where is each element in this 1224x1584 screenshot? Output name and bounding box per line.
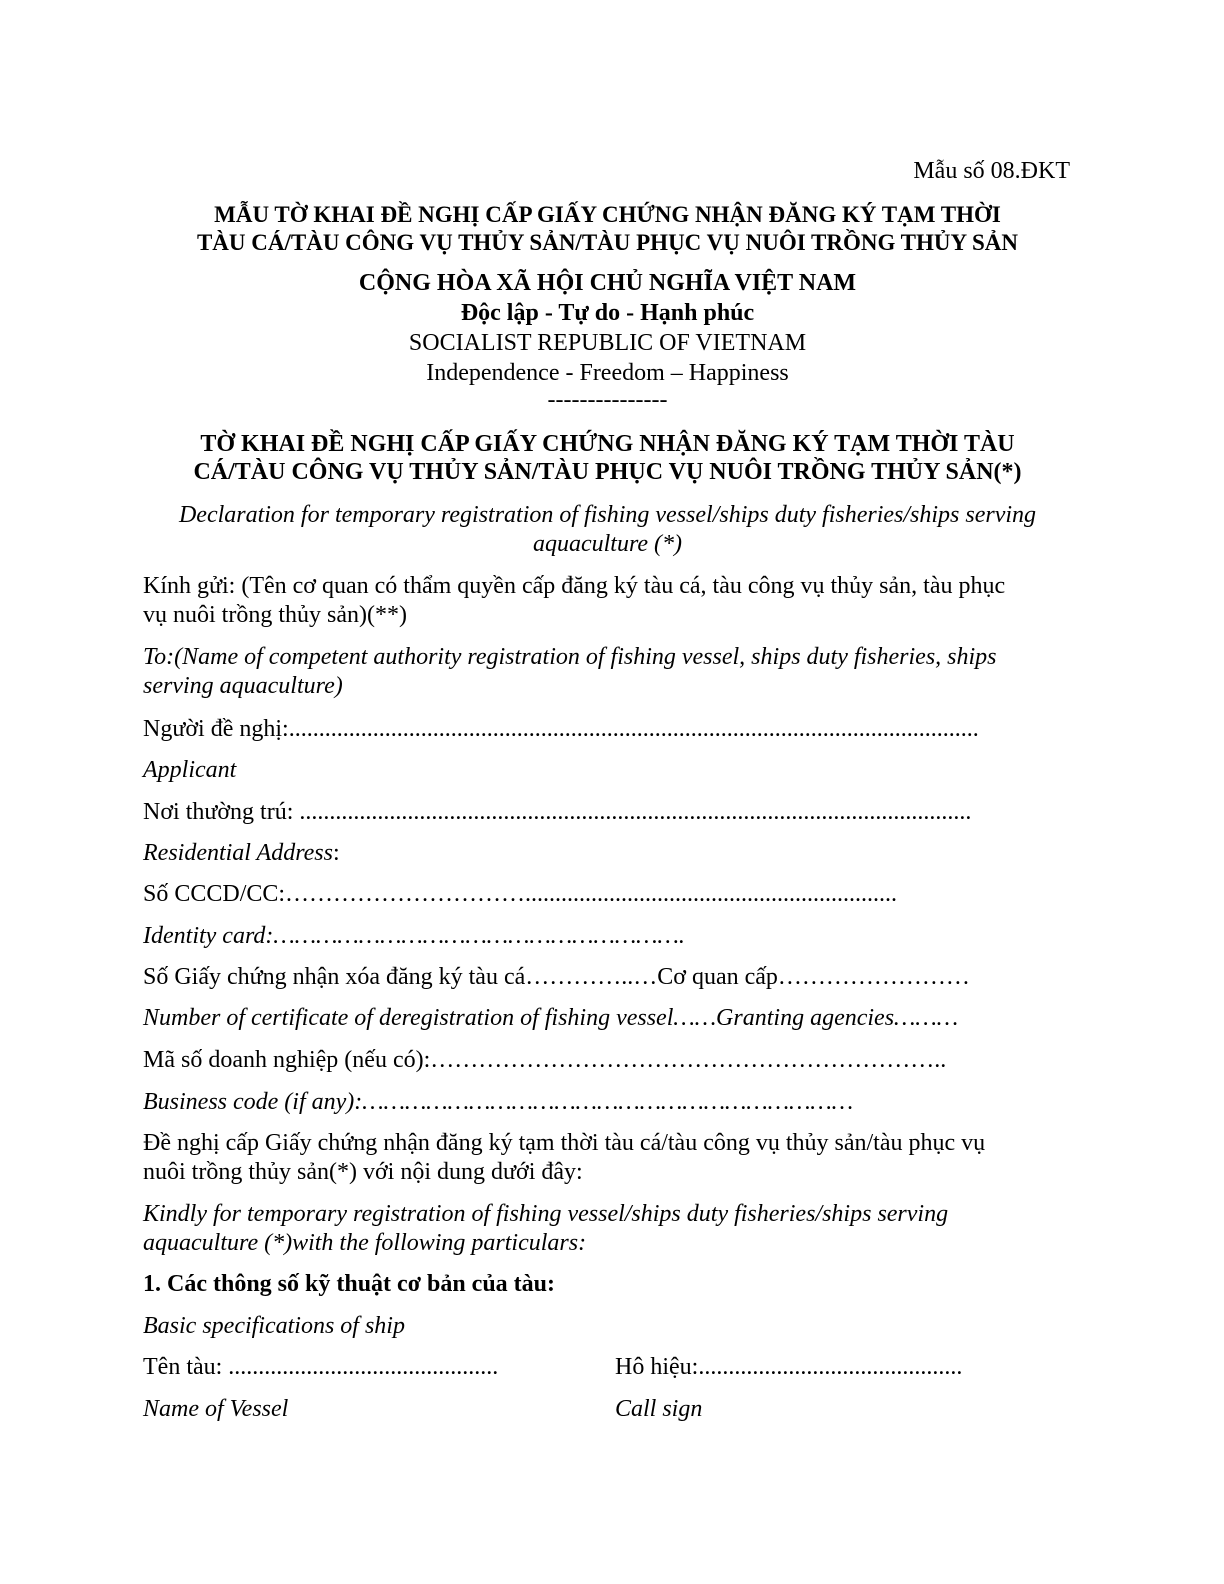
residential-address-label-text: Residential Address [143,840,333,866]
identity-card-label-en: Identity card:…………………………………………………. [143,923,685,949]
national-name-en: SOCIALIST REPUBLIC OF VIETNAM [408,330,807,356]
applicant-label-en: Applicant [143,757,237,783]
national-name-vi: CỘNG HÒA XÃ HỘI CHỦ NGHĨA VIỆT NAM [358,270,857,296]
request-en-line-1: Kindly for temporary registration of fishing vessel/ships duty fisheries/ships serving [143,1201,949,1227]
deregistration-certificate-label-en: Number of certificate of deregistration of fishing vessel……Granting agencies……… [143,1005,959,1031]
business-code-label-en: Business code (if any):…………………………………………………………… [143,1089,854,1115]
national-motto-en: Independence - Freedom – Happiness [426,360,789,386]
to-vi-line-2: vụ nuôi trồng thủy sản)(**) [143,602,407,628]
title-line-1: TỜ KHAI ĐỀ NGHỊ CẤP GIẤY CHỨNG NHẬN ĐĂNG KÝ TẠM THỜI TÀU [200,431,1015,457]
request-vi-line-2: nuôi trồng thủy sản(*) với nội dung dưới đây: [143,1159,583,1185]
residential-address-colon: : [332,840,340,866]
form-code: Mẫu số 08.ĐKT [913,158,1070,184]
identity-card-field: Số CCCD/CC:………………………….............................................................. [143,881,898,907]
divider: --------------- [547,387,668,413]
title-line-2: CÁ/TÀU CÔNG VỤ THỦY SẢN/TÀU PHỤC VỤ NUÔI TRỒNG THỦY SẢN(*) [193,459,1022,485]
heading-line-1: MẪU TỜ KHAI ĐỀ NGHỊ CẤP GIẤY CHỨNG NHẬN ĐĂNG KÝ TẠM THỜI [214,202,1001,227]
vessel-name-field: Tên tàu: ............................................. [143,1354,499,1380]
vessel-name-label-en: Name of Vessel [143,1396,289,1422]
to-vi-line-1: Kính gửi: (Tên cơ quan có thẩm quyền cấp đăng ký tàu cá, tàu công vụ thủy sản, tàu phục [143,573,1006,599]
to-en-line-2: serving aquaculture) [143,673,343,699]
heading-line-2: TÀU CÁ/TÀU CÔNG VỤ THỦY SẢN/TÀU PHỤC VỤ NUÔI TRỒNG THỦY SẢN [196,230,1019,255]
to-en-line-1: To:(Name of competent authority registration of fishing vessel, ships duty fisheries, ships [143,644,997,670]
deregistration-certificate-field: Số Giấy chứng nhận xóa đăng ký tàu cá…………..…Cơ quan cấp…………………… [143,964,970,990]
title-en-line-1: Declaration for temporary registration of fishing vessel/ships duty fisheries/ships serving [178,502,1037,528]
residential-address-field: Nơi thường trú: ................................................................................................................ [143,799,972,825]
call-sign-label-en: Call sign [615,1396,703,1422]
request-en-line-2: aquaculture (*)with the following particulars: [143,1230,587,1256]
section-1-subtitle: Basic specifications of ship [143,1313,405,1339]
section-1-title: 1. Các thông số kỹ thuật cơ bản của tàu: [143,1271,556,1297]
residential-address-label-en [143,839,340,868]
call-sign-field: Hô hiệu:............................................ [615,1354,963,1380]
request-vi-line-1: Đề nghị cấp Giấy chứng nhận đăng ký tạm thời tàu cá/tàu công vụ thủy sản/tàu phục vụ [143,1130,986,1156]
national-motto-vi: Độc lập - Tự do - Hạnh phúc [460,300,755,326]
title-en-line-2: aquaculture (*) [532,531,683,557]
business-code-field: Mã số doanh nghiệp (nếu có):……………………………………………………….. [143,1047,947,1073]
applicant-field: Người đề nghị:................................................................................................................... [143,716,979,742]
